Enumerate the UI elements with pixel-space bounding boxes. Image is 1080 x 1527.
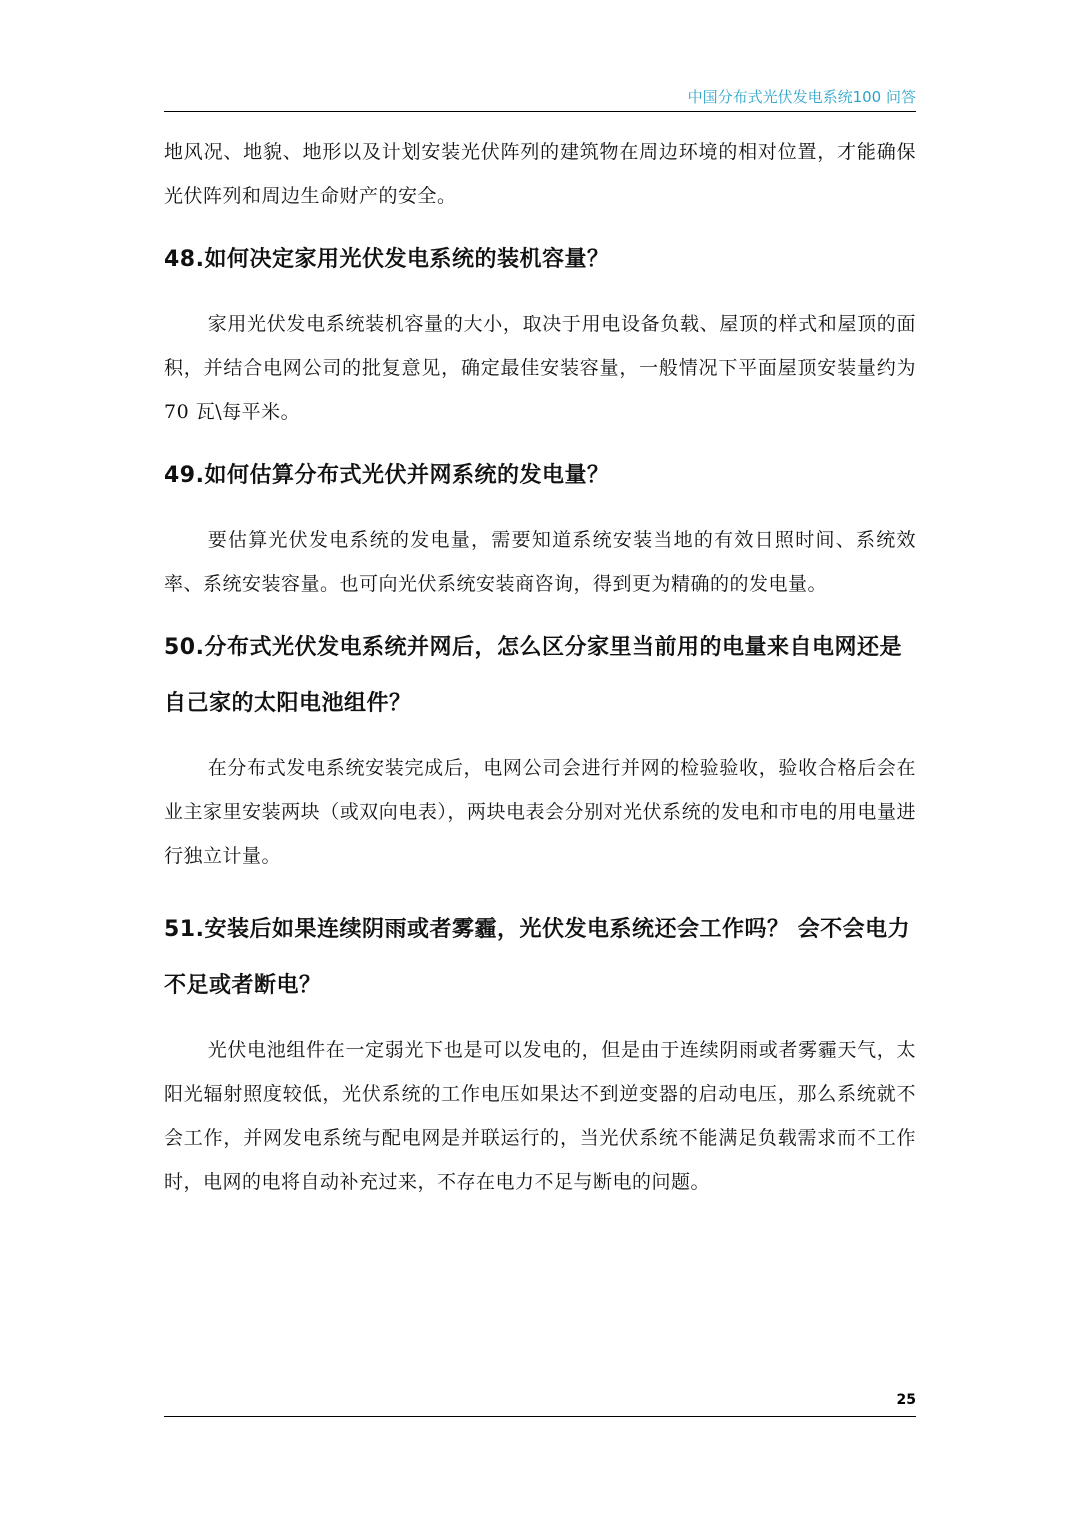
answer-paragraph-50: 在分布式发电系统安装完成后，电网公司会进行并网的检验验收，验收合格后会在业主家里安装两块（或双向电表），两块电表会分别对光伏系统的发电和市电的用电量进行独立计量。 <box>164 757 916 867</box>
page-header <box>164 86 916 112</box>
page-content <box>164 130 916 1204</box>
question-heading-49: 49.如何估算分布式光伏并网系统的发电量？ <box>164 463 610 488</box>
answer-paragraph-49: 要估算光伏发电系统的发电量，需要知道系统安装当地的有效日照时间、系统效率、系统安装容量。也可向光伏系统安装商咨询，得到更为精确的的发电量。 <box>164 529 916 595</box>
header-rule <box>164 111 916 112</box>
page-number: 25 <box>896 1392 916 1408</box>
question-heading-48: 48.如何决定家用光伏发电系统的装机容量？ <box>164 247 610 272</box>
answer-paragraph-48: 家用光伏发电系统装机容量的大小，取决于用电设备负载、屋顶的样式和屋顶的面积，并结合电网公司的批复意见，确定最佳安装容量，一般情况下平面屋顶安装量约为 70 瓦\每平米。 <box>164 313 916 423</box>
question-heading-51: 51.安装后如果连续阴雨或者雾霾，光伏发电系统还会工作吗？ 会不会电力不足或者断电？ <box>164 917 911 998</box>
answer-paragraph-51: 光伏电池组件在一定弱光下也是可以发电的，但是由于连续阴雨或者雾霾天气，太阳光辐射照度较低，光伏系统的工作电压如果达不到逆变器的启动电压，那么系统就不会工作，并网发电系统与配电网是并联运行的，当光伏系统不能满足负载需求而不工作时，电网的电将自动补充过来，不存在电力不足与断电的问题。 <box>164 1039 916 1193</box>
footer-rule <box>164 1416 916 1417</box>
intro-paragraph: 地风况、地貌、地形以及计划安装光伏阵列的建筑物在周边环境的相对位置，才能确保光伏阵列和周边生命财产的安全。 <box>164 141 916 207</box>
question-heading-50: 50.分布式光伏发电系统并网后，怎么区分家里当前用的电量来自电网还是自己家的太阳电池组件？ <box>164 635 902 716</box>
header-title: 中国分布式光伏发电系统100 问答 <box>687 88 916 106</box>
